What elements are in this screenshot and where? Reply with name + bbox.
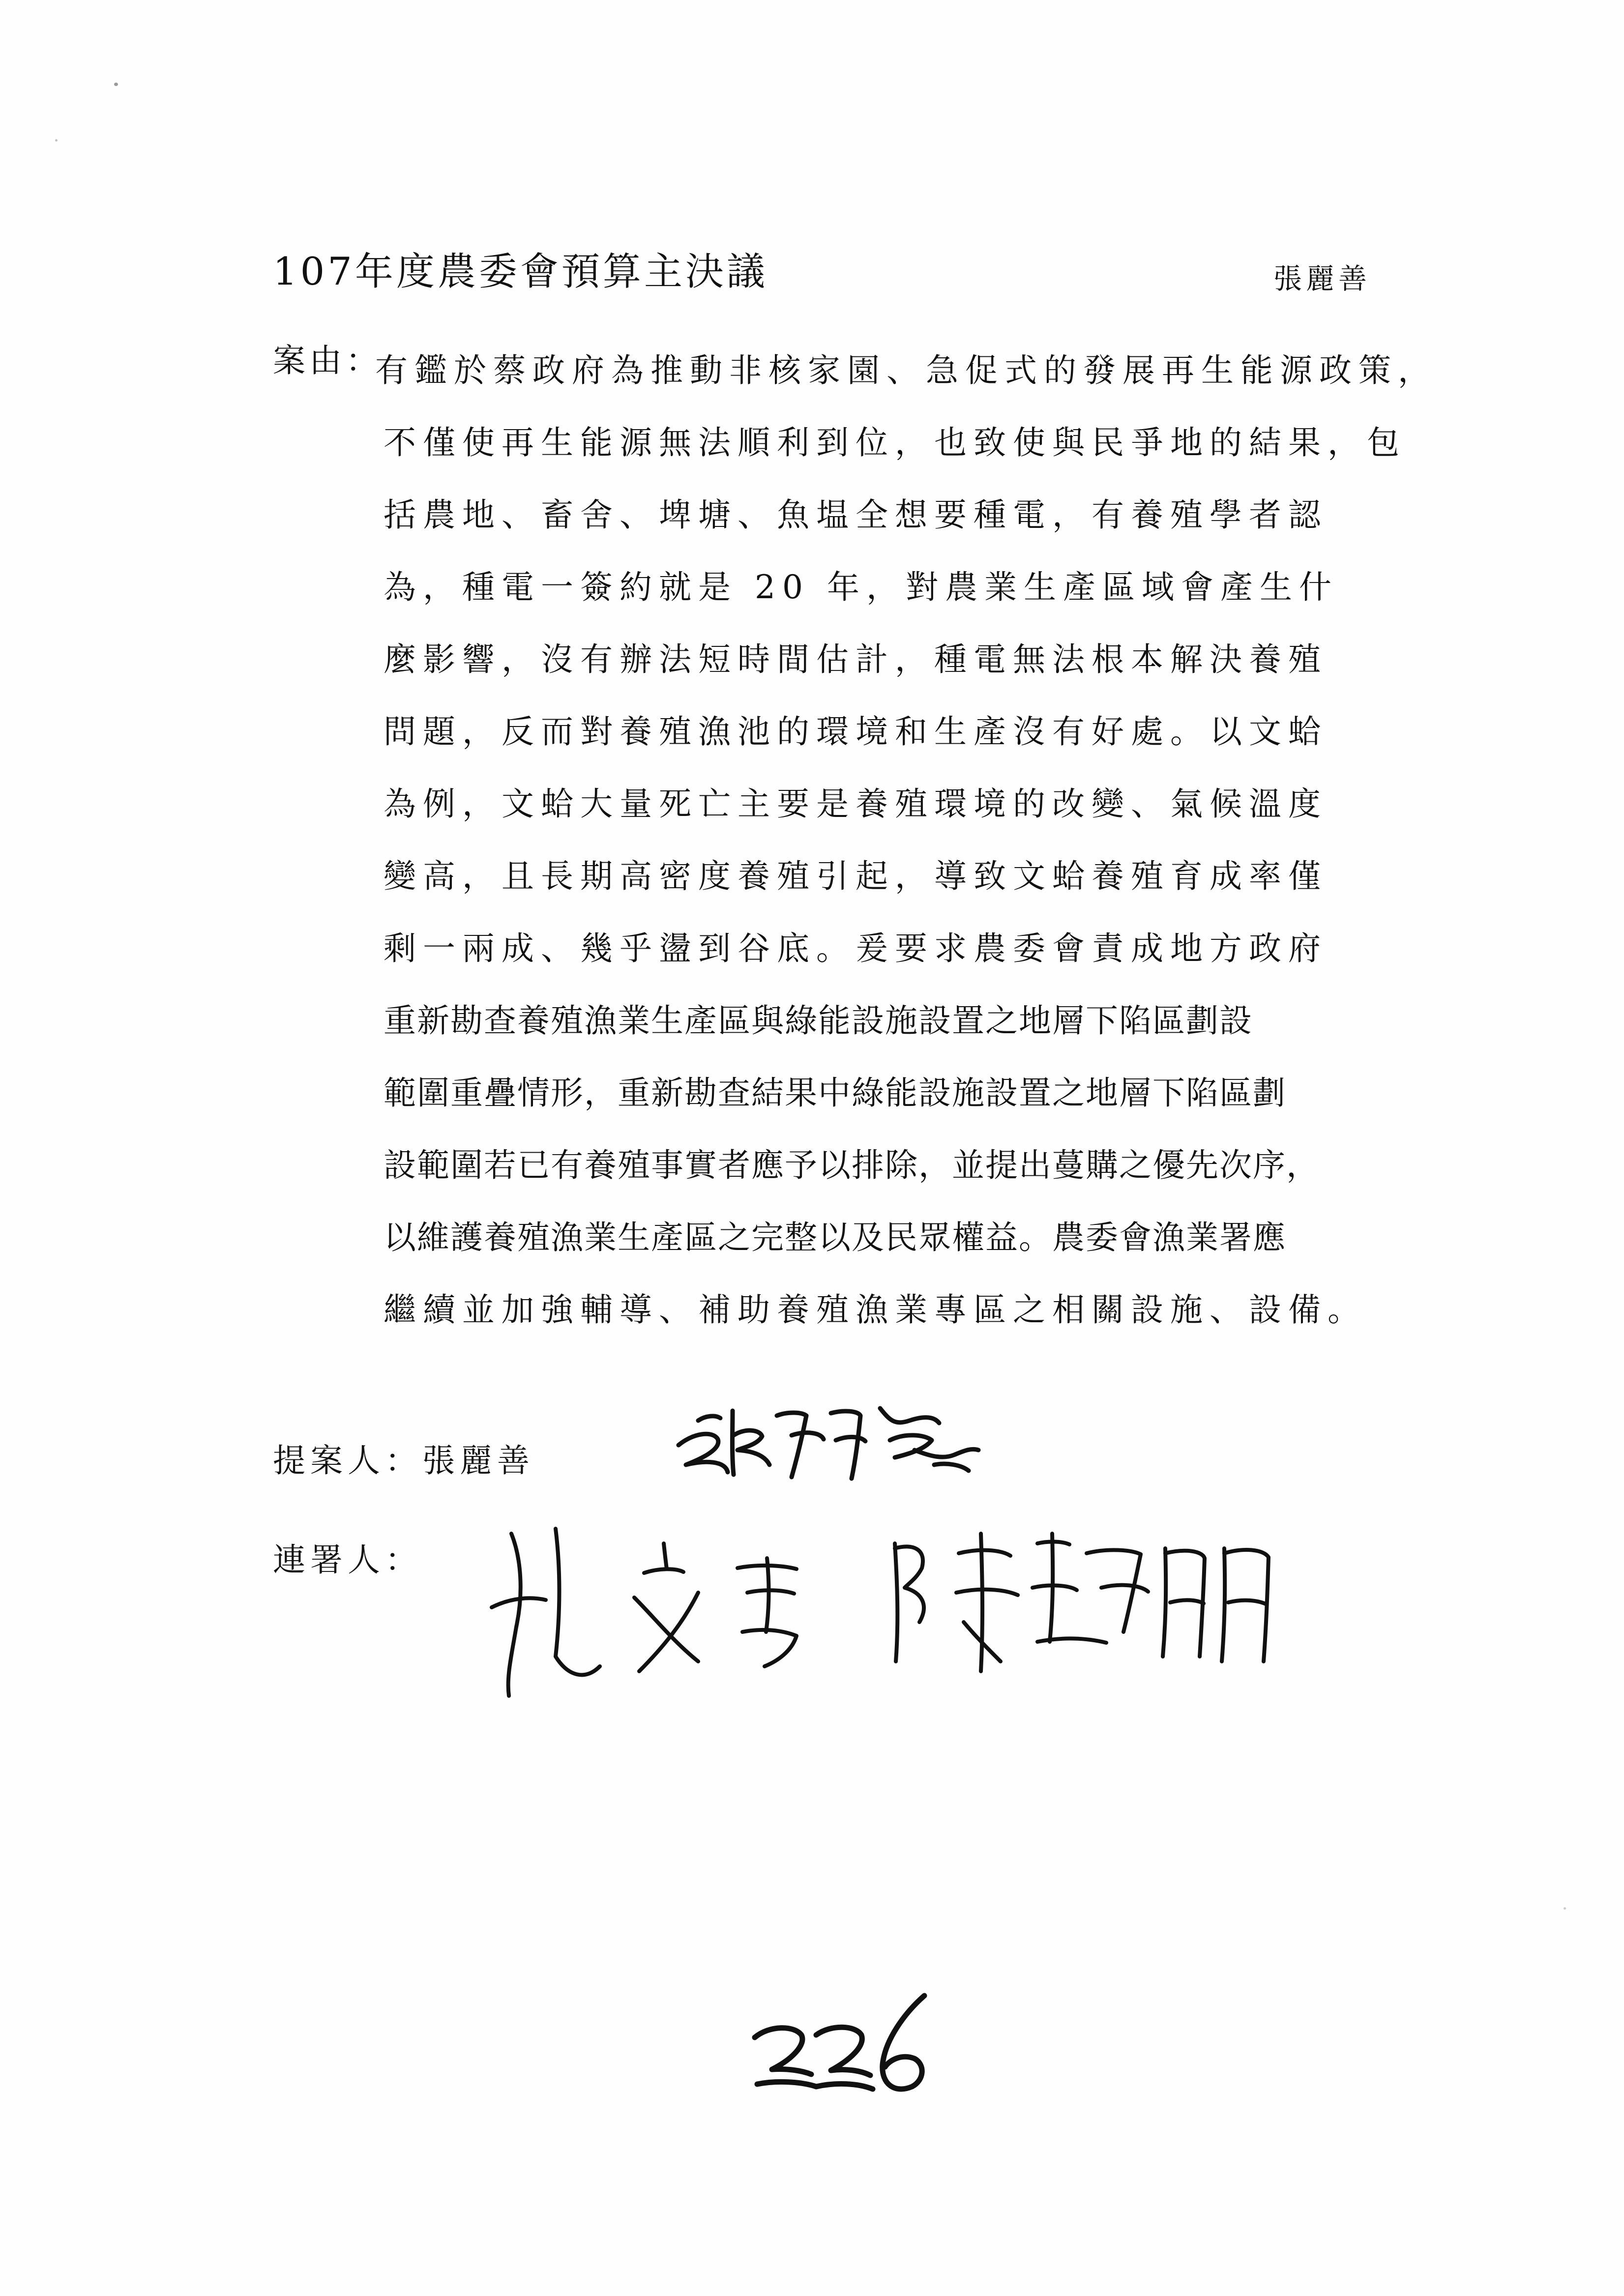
scan-speck xyxy=(55,139,58,142)
proposer-label: 提案人：張麗善 xyxy=(273,1442,534,1480)
body-line: 有鑑於蔡政府為推動非核家園、急促式的發展再生能源政策， xyxy=(375,351,1437,389)
document-author: 張麗善 xyxy=(1273,262,1371,295)
document-title: 107年度農委會預算主決議 xyxy=(273,250,768,294)
body-line: 範圍重疊情形，重新勘查結果中綠能設施設置之地層下陷區劃 xyxy=(384,1074,1286,1112)
body-line: 剩一兩成、幾乎盪到谷底。爰要求農委會責成地方政府 xyxy=(384,930,1328,967)
body-line: 變高，且長期高密度養殖引起，導致文蛤養殖育成率僅 xyxy=(384,857,1328,895)
body-line: 問題，反而對養殖漁池的環境和生產沒有好處。以文蛤 xyxy=(384,713,1328,751)
proposer-signature xyxy=(659,1381,1003,1494)
cosigner-signature-1 xyxy=(482,1514,856,1711)
scan-speck xyxy=(1564,1907,1566,1910)
body-line: 為例，文蛤大量死亡主要是養殖環境的改變、氣候溫度 xyxy=(384,785,1328,823)
body-line: 不僅使再生能源無法順利到位，也致使與民爭地的結果，包 xyxy=(384,424,1406,462)
scan-speck xyxy=(114,83,118,86)
handwritten-page-number xyxy=(747,1986,954,2099)
cosigner-label: 連署人： xyxy=(273,1541,422,1579)
body-line: 設範圍若已有養殖事實者應予以排除，並提出蔓購之優先次序， xyxy=(384,1146,1320,1184)
body-line: 以維護養殖漁業生產區之完整以及民眾權益。農委會漁業署應 xyxy=(384,1219,1286,1256)
body-line: 麼影響，沒有辦法短時間估計，種電無法根本解決養殖 xyxy=(384,640,1328,678)
body-line: 繼續並加強輔導、補助養殖漁業專區之相關設施、設備。 xyxy=(384,1291,1367,1329)
body-line: 重新勘查養殖漁業生產區與綠能設施設置之地層下陷區劃設 xyxy=(384,1002,1253,1040)
case-body xyxy=(375,334,1437,1346)
body-line: 為，種電一簽約就是 20 年，對農業生產區域會產生什 xyxy=(384,568,1338,606)
case-label: 案由： xyxy=(273,342,382,379)
cosigner-signature-2 xyxy=(875,1514,1308,1691)
body-line: 括農地、畜舍、埤塘、魚塭全想要種電，有養殖學者認 xyxy=(384,496,1328,534)
